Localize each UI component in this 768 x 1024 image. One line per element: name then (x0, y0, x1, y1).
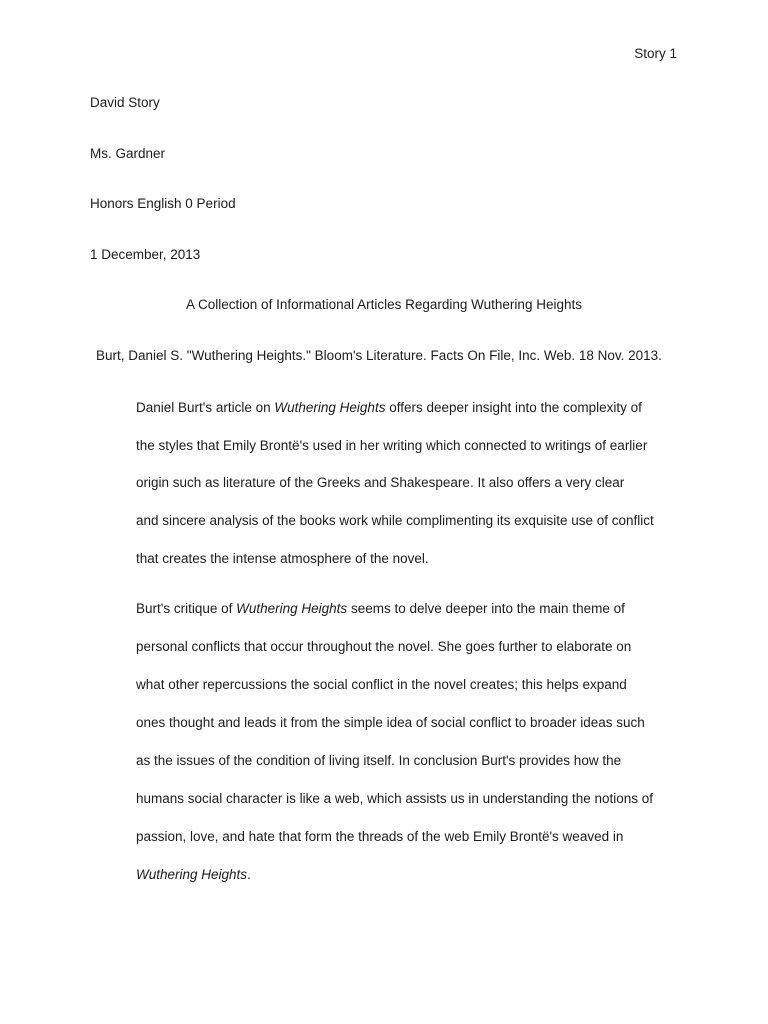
book-title-italic: Wuthering Heights (274, 400, 386, 415)
book-title-italic: Wuthering Heights (136, 867, 248, 882)
paragraph-1-line-4: and sincere analysis of the books work while complimenting its exquisite use of conflict (136, 513, 654, 528)
book-title-italic: Wuthering Heights (236, 601, 348, 616)
paragraph-2-line-4: ones thought and leads it from the simple idea of social conflict to broader ideas such (136, 715, 645, 730)
paragraph-1-line-5: that creates the intense atmosphere of the novel. (136, 551, 429, 566)
paragraph-2-line-1: Burt's critique of Wuthering Heights seems to delve deeper into the main theme of (136, 601, 625, 616)
paragraph-2-line-7: passion, love, and hate that form the threads of the web Emily Brontë's weaved in (136, 829, 624, 844)
paragraph-2-line-6: humans social character is like a web, which assists us in understanding the notions of (136, 791, 654, 806)
paragraph-2-line-8: Wuthering Heights. (136, 867, 251, 882)
document-title: A Collection of Informational Articles Regarding Wuthering Heights (186, 297, 582, 312)
document-date: 1 December, 2013 (90, 247, 201, 262)
paragraph-2-line-5: as the issues of the condition of living itself. In conclusion Burt's provides how the (136, 753, 622, 768)
paragraph-2-line-3: what other repercussions the social conflict in the novel creates; this helps expand (136, 677, 627, 692)
running-head: Story 1 (634, 46, 677, 61)
student-name: David Story (90, 95, 160, 110)
teacher-name: Ms. Gardner (90, 146, 166, 161)
paragraph-2-line-2: personal conflicts that occur throughout the novel. She goes further to elaborate on (136, 639, 632, 654)
course-name: Honors English 0 Period (90, 196, 236, 211)
citation: Burt, Daniel S. "Wuthering Heights." Bloom's Literature. Facts On File, Inc. Web. 18 Nov. 2013. (96, 348, 662, 363)
paragraph-1-line-2: the styles that Emily Brontë's used in her writing which connected to writings of earlier (136, 438, 648, 453)
paragraph-1-line-1: Daniel Burt's article on Wuthering Heights offers deeper insight into the complexity of (136, 400, 642, 415)
paragraph-1-line-3: origin such as literature of the Greeks and Shakespeare. It also offers a very clear (136, 475, 625, 490)
